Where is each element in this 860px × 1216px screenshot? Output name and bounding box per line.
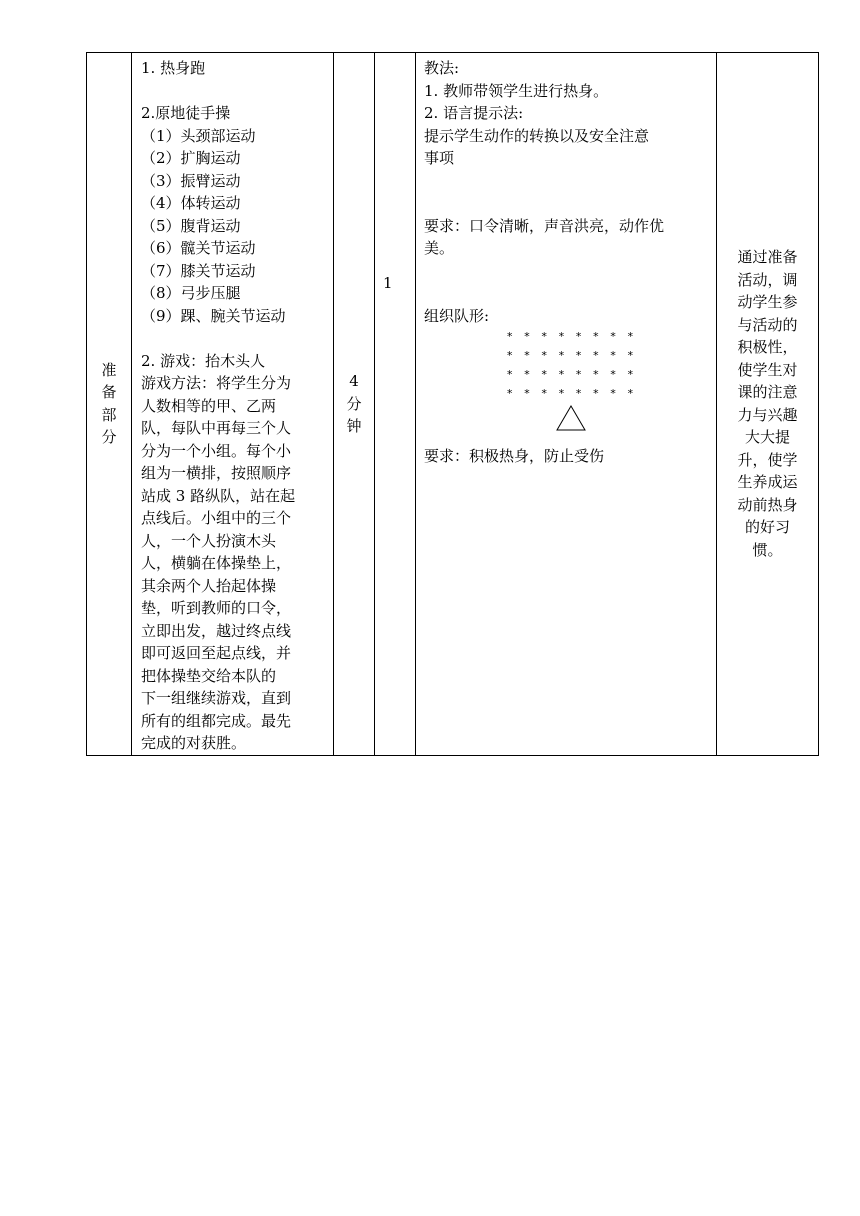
- purpose-line: 力与兴趣: [737, 405, 798, 424]
- purpose-line: 的好习: [744, 518, 790, 537]
- formation-row: * * * * * * * *: [506, 330, 636, 343]
- time-label: [347, 370, 362, 438]
- game-line: 游戏方法：将学生分为: [141, 374, 292, 392]
- exercise-item: （7）膝关节运动: [141, 261, 256, 280]
- section-cell: [87, 53, 132, 756]
- formation-label: 组织队形:: [424, 306, 490, 325]
- purpose-line: 大大提: [744, 428, 790, 447]
- game-line: 下一组继续游戏，直到: [141, 689, 292, 707]
- game-line: 把体操垫交给本队的: [141, 666, 277, 685]
- purpose-line: 惯。: [752, 540, 783, 559]
- requirement-line: 要求：积极热身，防止受伤: [424, 447, 605, 465]
- triangle-icon-svg: [555, 403, 587, 433]
- game-line: 组为一横排，按照顺序: [141, 464, 292, 482]
- purpose-line: 升，使学: [737, 450, 798, 469]
- game-line: 垫，听到教师的口令，: [141, 599, 292, 617]
- game-line: 人，横躺在体操垫上，: [141, 554, 292, 572]
- section-char: 部: [101, 405, 117, 424]
- game-line: 完成的对获胜。: [141, 734, 247, 752]
- formation-row: * * * * * * * *: [506, 387, 636, 400]
- game-line: 人数相等的甲、乙两: [141, 396, 277, 415]
- purpose-line: 使学生对: [737, 360, 798, 379]
- table-row: [87, 53, 819, 756]
- requirement-line: 要求：口令清晰，声音洪亮，动作优: [424, 216, 665, 235]
- method-cell: [416, 53, 717, 756]
- section-char: 备: [101, 383, 117, 402]
- formation-row: * * * * * * * *: [506, 368, 636, 381]
- exercise-item: （4）体转运动: [141, 194, 241, 212]
- game-line: 立即出发，越过终点线: [141, 621, 292, 640]
- section-char: 准: [101, 360, 117, 379]
- triangle-icon: [424, 403, 710, 437]
- exercise-item: （2）扩胸运动: [141, 149, 241, 167]
- method-line: 1. 教师带领学生进行热身。: [424, 81, 609, 100]
- purpose-line: 积极性，: [737, 338, 798, 357]
- exercise-item: （6）髋关节运动: [141, 239, 256, 257]
- game-line: 所有的组都完成。最先: [141, 711, 292, 730]
- content-cell: [132, 53, 334, 756]
- time-cell: [334, 53, 375, 756]
- game-line: 即可返回至起点线，并: [141, 644, 292, 662]
- warmup-run-item: 1. 热身跑: [141, 59, 206, 77]
- calisthenics-title: 2.原地徒手操: [141, 104, 231, 122]
- purpose-line: 课的注意: [737, 383, 798, 402]
- game-line: 站成 3 路纵队，站在起: [141, 486, 296, 505]
- game-line: 队，每队中再每三个人: [141, 419, 292, 437]
- section-label: [102, 359, 117, 449]
- method-line: 2. 语言提示法:: [424, 104, 524, 122]
- purpose-line: 通过准备: [737, 248, 798, 267]
- time-char: 钟: [346, 417, 362, 435]
- requirement-line: 美。: [424, 239, 455, 257]
- game-line: 点线后。小组中的三个: [141, 509, 292, 527]
- lesson-plan-table: [86, 52, 819, 756]
- purpose-line: 生养成运: [737, 473, 798, 492]
- game-line: 2. 游戏：抬木头人: [141, 351, 266, 370]
- game-line: 其余两个人抬起体操: [141, 576, 277, 595]
- section-char: 分: [101, 428, 117, 447]
- count-value: 1: [383, 274, 393, 292]
- exercise-item: （1）头颈部运动: [141, 126, 256, 145]
- purpose-line: 动前热身: [737, 495, 798, 514]
- formation-row: * * * * * * * *: [506, 349, 636, 362]
- exercise-item: （5）腹背运动: [141, 216, 241, 235]
- count-cell: [375, 53, 416, 756]
- exercise-item: （3）振臂运动: [141, 171, 241, 190]
- time-char: 4: [349, 372, 359, 390]
- game-line: 人，一个人扮演木头: [141, 531, 277, 550]
- method-line: 提示学生动作的转换以及安全注意: [424, 126, 650, 145]
- method-heading: 教法:: [424, 59, 460, 77]
- exercise-item: （9）踝、腕关节运动: [141, 306, 286, 325]
- purpose-line: 与活动的: [737, 315, 798, 334]
- game-line: 分为一个小组。每个小: [141, 441, 292, 460]
- method-line: 事项: [424, 149, 455, 167]
- purpose-cell: [717, 53, 819, 756]
- time-char: 分: [346, 394, 362, 413]
- purpose-line: 动学生参: [737, 293, 798, 312]
- exercise-item: （8）弓步压腿: [141, 284, 241, 302]
- purpose-line: 活动，调: [737, 270, 798, 289]
